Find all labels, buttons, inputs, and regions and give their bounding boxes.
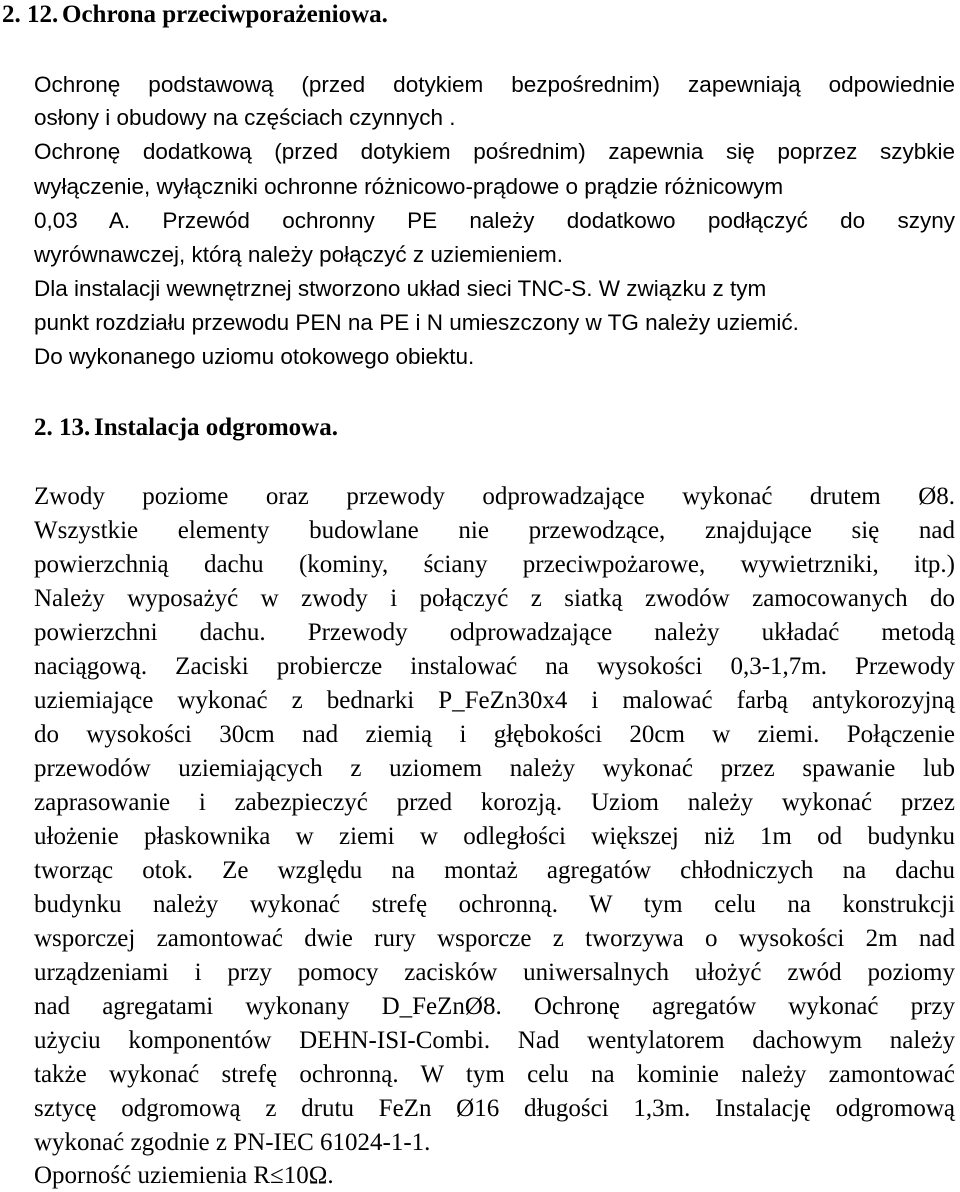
paragraph-line: Oporność uziemienia R≤10Ω.	[34, 1162, 334, 1189]
paragraph-line: Ochronę dodatkową (przed dotykiem pośrednim) zapewnia się poprzez szybkie	[34, 139, 955, 164]
paragraph-line: urządzeniami i przy pomocy zacisków uniwersalnych ułożyć zwód poziomy	[34, 959, 955, 986]
paragraph-line: Ochronę podstawową (przed dotykiem bezpośrednim) zapewniają odpowiednie	[34, 72, 955, 97]
paragraph-line: wykonać zgodnie z PN-IEC 61024-1-1.	[34, 1129, 431, 1156]
paragraph-line: zaprasowanie i zabezpieczyć przed korozją. Uziom należy wykonać przez	[34, 789, 955, 816]
section-number: 2. 13.	[34, 414, 91, 441]
paragraph-line: Zwody poziome oraz przewody odprowadzające wykonać drutem Ø8.	[34, 483, 955, 510]
paragraph-line: przewodów uziemiających z uziomem należy wykonać przez spawanie lub	[34, 755, 955, 782]
paragraph-line: ułożenie płaskownika w ziemi w odległości większej niż 1m od budynku	[34, 823, 955, 850]
paragraph-line: nad agregatami wykonany D_FeZnØ8. Ochronę agregatów wykonać przy	[34, 993, 955, 1020]
paragraph-line: użyciu komponentów DEHN-ISI-Combi. Nad wentylatorem dachowym należy	[34, 1027, 955, 1054]
paragraph-line: wsporczej zamontować dwie rury wsporcze z tworzywa o wysokości 2m nad	[34, 925, 955, 952]
paragraph-line: osłony i obudowy na częściach czynnych .	[34, 105, 456, 130]
paragraph-line: 0,03 A. Przewód ochronny PE należy dodatkowo podłączyć do szyny	[34, 208, 955, 233]
paragraph-line: naciągową. Zaciski probiercze instalować na wysokości 0,3-1,7m. Przewody	[34, 653, 955, 680]
paragraph-line: uziemiające wykonać z bednarki P_FeZn30x4 i malować farbą antykorozyjną	[34, 687, 955, 714]
paragraph-line: tworząc otok. Ze względu na montaż agregatów chłodniczych na dachu	[34, 857, 955, 884]
section-number: 2. 12.	[2, 1, 59, 28]
paragraph-line: Wszystkie elementy budowlane nie przewodzące, znajdujące się nad	[34, 517, 955, 544]
paragraph-line: powierzchnią dachu (kominy, ściany przeciwpożarowe, wywietrzniki, itp.)	[34, 551, 955, 578]
paragraph-line: powierzchni dachu. Przewody odprowadzające należy układać metodą	[34, 619, 955, 646]
section-heading	[34, 415, 338, 440]
section-title: Ochrona przeciwporażeniowa.	[62, 1, 388, 28]
paragraph-line: sztycę odgromową z drutu FeZn Ø16 długości 1,3m. Instalację odgromową	[34, 1095, 955, 1122]
paragraph-line: wyłączenie, wyłączniki ochronne różnicowo-prądowe o prądzie różnicowym	[34, 174, 784, 199]
paragraph-line: także wykonać strefę ochronną. W tym celu na kominie należy zamontować	[34, 1061, 955, 1088]
paragraph-line: Dla instalacji wewnętrznej stworzono układ sieci TNC-S. W związku z tym	[34, 276, 767, 301]
paragraph-line: do wysokości 30cm nad ziemią i głębokości 20cm w ziemi. Połączenie	[34, 721, 955, 748]
section-heading	[2, 2, 388, 27]
paragraph-line: Do wykonanego uziomu otokowego obiektu.	[34, 344, 475, 369]
paragraph-line: budynku należy wykonać strefę ochronną. W tym celu na konstrukcji	[34, 891, 955, 918]
paragraph-line: wyrównawczej, którą należy połączyć z uziemieniem.	[34, 242, 563, 267]
paragraph-line: punkt rozdziału przewodu PEN na PE i N umieszczony w TG należy uziemić.	[34, 310, 799, 335]
paragraph-line: Należy wyposażyć w zwody i połączyć z siatką zwodów zamocowanych do	[34, 585, 955, 612]
section-title: Instalacja odgromowa.	[94, 414, 338, 441]
